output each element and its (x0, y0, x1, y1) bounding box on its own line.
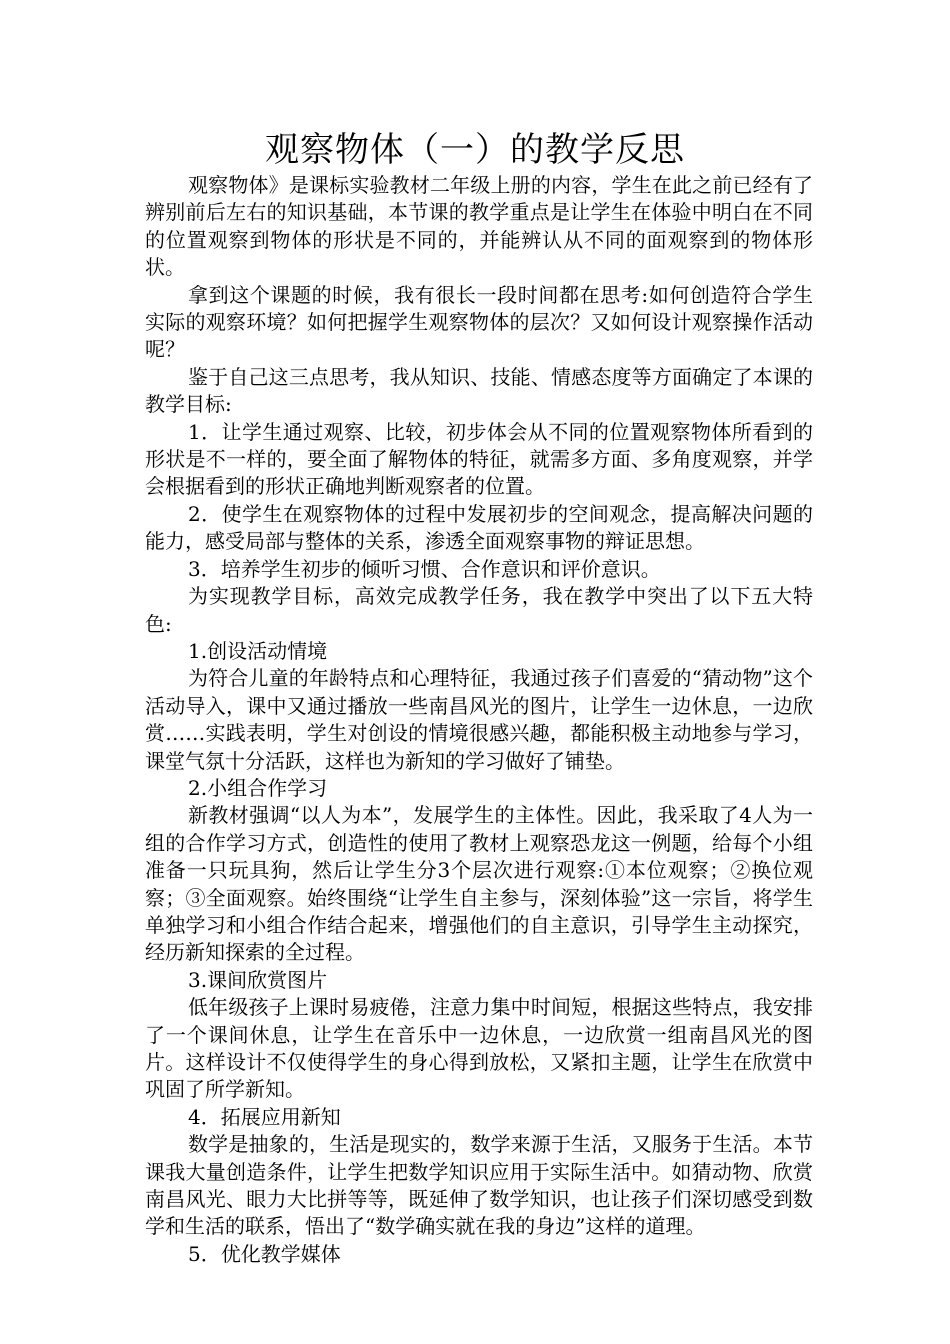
section-2-paragraph: 新教材强调“以人为本”，发展学生的主体性。因此，我采取了4人为一组的合作学习方式，创造性的使用了教材上观察恐龙这一例题，给每个小组准备一只玩具狗，然后让学生分3个层次进行观察:①本位观察；②换位观察；③全面观察。始终围绕“让学生自主参与，深刻体验”这一宗旨，将学生单独学习和小组合作结合起来，增强他们的自主意识，引导学生主动探究，经历新知探索的全过程。 (145, 803, 813, 965)
goal-2-paragraph: 2．使学生在观察物体的过程中发展初步的空间观念，提高解决问题的能力，感受局部与整体的关系，渗透全面观察事物的辩证思想。 (145, 501, 813, 554)
section-heading-2: 2.小组合作学习 (188, 775, 328, 800)
section-heading-4: 4．拓展应用新知 (188, 1104, 341, 1129)
goal-1-paragraph: 1．让学生通过观察、比较，初步体会从不同的位置观察物体所看到的形状是不一样的，要全面了解物体的特征，就需多方面、多角度观察，并学会根据看到的形状正确地判断观察者的位置。 (145, 419, 813, 499)
document-title: 观察物体（一）的教学反思 (265, 130, 685, 170)
features-intro-paragraph: 为实现教学目标，高效完成教学任务，我在教学中突出了以下五大特色: (145, 584, 813, 636)
section-1-paragraph: 为符合儿童的年龄特点和心理特征，我通过孩子们喜爱的“猜动物”这个活动导入，课中又通过播放一些南昌风光的图片，让学生一边休息，一边欣赏……实践表明，学生对创设的情境很感兴趣，都能积极主动地参与学习，课堂气氛十分活跃，这样也为新知的学习做好了铺垫。 (145, 666, 813, 773)
goal-3-paragraph: 3．培养学生初步的倾听习惯、合作意识和评价意识。 (188, 556, 661, 581)
document-body (145, 172, 813, 1268)
section-heading-3: 3.课间欣赏图片 (188, 967, 328, 992)
intro-paragraph: 观察物体》是课标实验教材二年级上册的内容，学生在此之前已经有了辨别前后左右的知识基础，本节课的教学重点是让学生在体验中明白在不同的位置观察到物体的形状是不同的，并能辨认从不同的面观察到的物体形状。 (145, 173, 813, 280)
section-4-paragraph: 数学是抽象的，生活是现实的，数学来源于生活，又服务于生活。本节课我大量创造条件，让学生把数学知识应用于实际生活中。如猜动物、欣赏南昌风光、眼力大比拼等等，既延伸了数学知识，也让孩子们深切感受到数学和生活的联系，悟出了“数学确实就在我的身边”这样的道理。 (145, 1132, 813, 1239)
section-heading-5: 5．优化教学媒体 (188, 1241, 341, 1266)
section-3-paragraph: 低年级孩子上课时易疲倦，注意力集中时间短，根据这些特点，我安排了一个课间休息，让学生在音乐中一边休息，一边欣赏一组南昌风光的图片。这样设计不仅使得学生的身心得到放松，又紧扣主题，让学生在欣赏中巩固了所学新知。 (145, 995, 813, 1102)
goals-intro-paragraph: 鉴于自己这三点思考，我从知识、技能、情感态度等方面确定了本课的教学目标: (145, 364, 813, 417)
section-heading-1: 1.创设活动情境 (188, 638, 328, 663)
reflection-paragraph: 拿到这个课题的时候，我有很长一段时间都在思考:如何创造符合学生实际的观察环境？如何把握学生观察物体的层次？又如何设计观察操作活动呢？ (145, 282, 813, 362)
